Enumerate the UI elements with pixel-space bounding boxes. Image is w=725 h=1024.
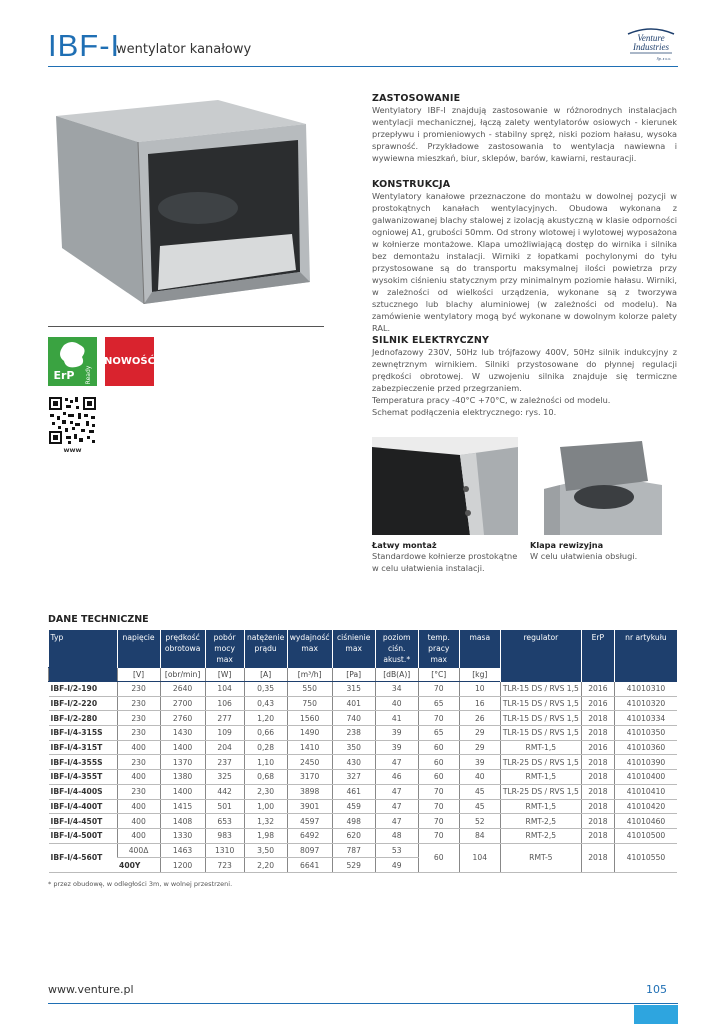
- table-cell: 70: [418, 784, 459, 799]
- table-cell: 1463: [160, 843, 205, 858]
- table-cell: 325: [205, 770, 244, 785]
- column-header: ciśnienie max: [332, 630, 375, 668]
- table-cell: 10: [459, 682, 500, 697]
- table-cell: 2018: [581, 814, 614, 829]
- table-cell: 49: [375, 858, 418, 873]
- table-cell: 8097: [287, 843, 332, 858]
- table-cell: 70: [418, 799, 459, 814]
- table-cell: 41010460: [614, 814, 677, 829]
- table-cell: RMT-1,5: [500, 799, 581, 814]
- column-unit: [Pa]: [332, 668, 375, 682]
- table-cell: TLR-15 DS / RVS 1,5: [500, 726, 581, 741]
- table-cell: 1310: [205, 843, 244, 858]
- table-cell: 3170: [287, 770, 332, 785]
- table-row: [49, 740, 678, 755]
- table-cell: IBF-I/4-560T: [49, 843, 118, 872]
- table-cell: 46: [375, 770, 418, 785]
- flange-caption-title: Łatwy montaż: [372, 540, 437, 550]
- erp-label: ErP: [53, 369, 75, 382]
- table-cell: 1408: [160, 814, 205, 829]
- table-cell: 48: [375, 828, 418, 843]
- table-cell: 620: [332, 828, 375, 843]
- table-cell: RMT-2,5: [500, 814, 581, 829]
- silnik-temperature: Temperatura pracy -40°C +70°C, w zależności od modelu.: [372, 395, 611, 405]
- column-unit: [kg]: [459, 668, 500, 682]
- table-cell: 34: [375, 682, 418, 697]
- table-row: [49, 755, 678, 770]
- hatch-caption-title: Klapa rewizyjna: [530, 540, 604, 550]
- table-cell: 70: [418, 828, 459, 843]
- table-cell: 459: [332, 799, 375, 814]
- table-cell: 6641: [287, 858, 332, 873]
- table-cell: IBF-I/4-400S: [49, 784, 118, 799]
- table-cell: 65: [418, 696, 459, 711]
- column-header: ErP: [581, 630, 614, 682]
- table-cell: 400: [117, 740, 160, 755]
- new-badge: NOWOŚĆ: [105, 337, 154, 386]
- table-cell: 204: [205, 740, 244, 755]
- table-cell: 2450: [287, 755, 332, 770]
- table-cell: 2016: [581, 682, 614, 697]
- column-unit: [°C]: [418, 668, 459, 682]
- table-cell: 315: [332, 682, 375, 697]
- table-cell: 41010500: [614, 828, 677, 843]
- table-cell: RMT-2,5: [500, 828, 581, 843]
- table-cell: 104: [205, 682, 244, 697]
- table-cell: 238: [332, 726, 375, 741]
- table-cell: 230: [117, 711, 160, 726]
- table-cell: 3901: [287, 799, 332, 814]
- table-cell: 40: [459, 770, 500, 785]
- table-cell: 350: [332, 740, 375, 755]
- table-cell: 2018: [581, 828, 614, 843]
- table-row: [49, 784, 678, 799]
- table-cell: 230: [117, 696, 160, 711]
- table-cell: 1,20: [244, 711, 287, 726]
- table-cell: 6492: [287, 828, 332, 843]
- konstrukcja-text: Wentylatory kanałowe przeznaczone do montażu w dowolnej pozycji w prostokątnych kanałach wentylacyjnych. Obudowa wykonana z galwanizowanej blachy stalowej z izolacją akustyczną w klasie odporności ogniowej A1, grubości 50mm. Od strony wlotowej i wylotowej wyposażona w kołnierze montażowe. Klapa umożliwiającą dostęp do wirnika i silnika bez demontażu instalacji. Wirniki z łopatkami pochylonymi do tyłu przystosowane są do transportu maksymalnej ilości powietrza przy wysokim ciśnieniu statycznym przy minimalnym poziomie hałasu. Wirniki, w zależności od wielkości urządzenia, wykonane są z tworzywa sztucznego lub blachy aluminiowej (w zależności od modelu). Na zamówienie wentylatory mogą być wykonane w dowolnym kolorze palety RAL.: [372, 191, 677, 333]
- konstrukcja-heading: KONSTRUKCJA: [372, 179, 451, 190]
- table-row: [49, 799, 678, 814]
- table-row: [49, 828, 678, 843]
- silnik-heading: SILNIK ELEKTRYCZNY: [372, 335, 490, 346]
- column-header: prędkość obrotowa: [160, 630, 205, 668]
- table-body: [49, 682, 678, 873]
- table-cell: 0,35: [244, 682, 287, 697]
- column-header: poziom ciśn. akust.*: [375, 630, 418, 668]
- table-cell: 47: [375, 814, 418, 829]
- table-cell: 1560: [287, 711, 332, 726]
- table-cell: 529: [332, 858, 375, 873]
- table-cell: 2018: [581, 726, 614, 741]
- tech-data-heading: DANE TECHNICZNE: [48, 614, 149, 625]
- table-cell: 2700: [160, 696, 205, 711]
- table-cell: 2760: [160, 711, 205, 726]
- table-cell: 230: [117, 755, 160, 770]
- table-cell: 16: [459, 696, 500, 711]
- table-cell: 1,00: [244, 799, 287, 814]
- column-unit: [A]: [244, 668, 287, 682]
- table-row: [49, 814, 678, 829]
- table-cell: IBF-I/4-355T: [49, 770, 118, 785]
- table-cell: 430: [332, 755, 375, 770]
- table-cell: 1490: [287, 726, 332, 741]
- table-cell: 41010320: [614, 696, 677, 711]
- table-cell: 2,30: [244, 784, 287, 799]
- table-cell: 400: [117, 770, 160, 785]
- table-cell: 498: [332, 814, 375, 829]
- zastosowanie-text: Wentylatory IBF-I znajdują zastosowanie w różnorodnych instalacjach wentylacji mechanicznej, łączą zalety wentylatorów osiowych - kierunek przepływu i promieniowych - stabilny spręż, niski poziom hałasu, wysoka sprawność. Przykładowe zastosowania to wentylacja nawiewna i wywiewna mieszkań, biur, sklepów, barów, kawiarni, restauracji.: [372, 105, 677, 163]
- table-cell: 0,66: [244, 726, 287, 741]
- table-cell: 1400: [160, 784, 205, 799]
- table-cell: 400Y: [117, 858, 160, 873]
- table-cell: 47: [375, 755, 418, 770]
- flange-caption-text: Standardowe kołnierze prostokątne w celu ułatwienia instalacji.: [372, 551, 518, 573]
- table-cell: 1410: [287, 740, 332, 755]
- table-cell: IBF-I/2-190: [49, 682, 118, 697]
- table-cell: 41010360: [614, 740, 677, 755]
- table-cell: 1400: [160, 740, 205, 755]
- table-cell: 2,20: [244, 858, 287, 873]
- tech-data-table: [48, 630, 677, 873]
- flange-caption: [372, 540, 524, 574]
- table-cell: 60: [418, 770, 459, 785]
- table-cell: 1,32: [244, 814, 287, 829]
- table-cell: 53: [375, 843, 418, 858]
- erp-ready-label: Ready: [85, 365, 92, 385]
- table-cell: TLR-15 DS / RVS 1,5: [500, 711, 581, 726]
- hatch-caption: [530, 540, 676, 562]
- qr-code[interactable]: [48, 396, 97, 445]
- table-cell: 47: [375, 799, 418, 814]
- table-cell: 26: [459, 711, 500, 726]
- table-cell: 106: [205, 696, 244, 711]
- table-cell: 29: [459, 726, 500, 741]
- silnik-schema: Schemat podłączenia elektrycznego: rys. 10.: [372, 407, 557, 417]
- table-cell: 70: [418, 682, 459, 697]
- table-row: [49, 696, 678, 711]
- table-cell: RMT-1,5: [500, 770, 581, 785]
- table-cell: IBF-I/2-280: [49, 711, 118, 726]
- table-cell: IBF-I/4-500T: [49, 828, 118, 843]
- inspection-hatch-photo: [530, 437, 676, 535]
- column-header: pobór mocy max: [205, 630, 244, 668]
- table-cell: 1,98: [244, 828, 287, 843]
- column-unit: [W]: [205, 668, 244, 682]
- table-cell: 0,43: [244, 696, 287, 711]
- table-cell: 39: [375, 726, 418, 741]
- table-cell: 653: [205, 814, 244, 829]
- page-title: IBF-I: [48, 28, 121, 63]
- header-divider: [48, 66, 678, 67]
- table-row: [49, 682, 678, 697]
- table-cell: 740: [332, 711, 375, 726]
- table-cell: 41010334: [614, 711, 677, 726]
- table-cell: 442: [205, 784, 244, 799]
- table-cell: 237: [205, 755, 244, 770]
- column-unit: [m³/h]: [287, 668, 332, 682]
- table-cell: 4597: [287, 814, 332, 829]
- table-cell: 41010400: [614, 770, 677, 785]
- table-cell: 84: [459, 828, 500, 843]
- table-cell: 2018: [581, 711, 614, 726]
- table-cell: 41010410: [614, 784, 677, 799]
- table-cell: 2018: [581, 799, 614, 814]
- column-header: natężenie prądu: [244, 630, 287, 668]
- table-cell: 983: [205, 828, 244, 843]
- table-cell: 501: [205, 799, 244, 814]
- table-cell: 787: [332, 843, 375, 858]
- flange-photo: [372, 437, 518, 535]
- logo-line2: Industries: [633, 42, 669, 52]
- table-cell: RMT-5: [500, 843, 581, 872]
- table-row: [49, 843, 678, 858]
- table-cell: 1430: [160, 726, 205, 741]
- table-cell: 550: [287, 682, 332, 697]
- table-cell: 109: [205, 726, 244, 741]
- page-tab: [634, 1005, 678, 1024]
- table-cell: 104: [459, 843, 500, 872]
- table-footnote: * przez obudowę, w odległości 3m, w wolnej przestrzeni.: [48, 880, 233, 888]
- table-cell: 2016: [581, 740, 614, 755]
- table-cell: 2018: [581, 784, 614, 799]
- table-cell: 2018: [581, 755, 614, 770]
- table-cell: 400Δ: [117, 843, 160, 858]
- table-cell: 41010420: [614, 799, 677, 814]
- table-cell: 400: [117, 799, 160, 814]
- table-cell: 41010390: [614, 755, 677, 770]
- table-row: [49, 726, 678, 741]
- table-cell: 29: [459, 740, 500, 755]
- column-unit: [V]: [117, 668, 160, 682]
- table-cell: IBF-I/4-450T: [49, 814, 118, 829]
- table-cell: 400: [117, 828, 160, 843]
- table-cell: 1415: [160, 799, 205, 814]
- left-divider: [48, 326, 324, 327]
- table-cell: 3898: [287, 784, 332, 799]
- column-unit: [49, 668, 118, 682]
- table-cell: TLR-15 DS / RVS 1,5: [500, 696, 581, 711]
- table-cell: IBF-I/4-315T: [49, 740, 118, 755]
- column-header: temp. pracy max: [418, 630, 459, 668]
- hatch-caption-text: W celu ułatwienia obsługi.: [530, 551, 638, 561]
- table-cell: RMT-1,5: [500, 740, 581, 755]
- column-unit: [obr/min]: [160, 668, 205, 682]
- column-unit: [dB(A)]: [375, 668, 418, 682]
- erp-ready-badge: [48, 337, 97, 386]
- table-cell: 70: [418, 814, 459, 829]
- table-cell: 400: [117, 814, 160, 829]
- table-cell: 2018: [581, 770, 614, 785]
- page-number: 105: [646, 983, 667, 996]
- table-cell: 1330: [160, 828, 205, 843]
- table-cell: 750: [287, 696, 332, 711]
- table-cell: 1,10: [244, 755, 287, 770]
- table-cell: 2018: [581, 843, 614, 872]
- qr-caption: www: [63, 446, 82, 454]
- table-cell: TLR-25 DS / RVS 1,5: [500, 784, 581, 799]
- table-cell: IBF-I/4-315S: [49, 726, 118, 741]
- table-row: [49, 770, 678, 785]
- table-cell: 277: [205, 711, 244, 726]
- table-cell: IBF-I/2-220: [49, 696, 118, 711]
- column-header: Typ: [49, 630, 118, 668]
- table-cell: 41: [375, 711, 418, 726]
- table-cell: 45: [459, 799, 500, 814]
- table-cell: 39: [375, 740, 418, 755]
- zastosowanie-heading: ZASTOSOWANIE: [372, 93, 461, 104]
- logo-line1: Venture: [637, 33, 665, 43]
- table-cell: 52: [459, 814, 500, 829]
- table-cell: 60: [418, 740, 459, 755]
- venture-logo: [624, 26, 678, 64]
- table-cell: 41010550: [614, 843, 677, 872]
- table-cell: 230: [117, 726, 160, 741]
- table-cell: 1380: [160, 770, 205, 785]
- table-cell: TLR-25 DS / RVS 1,5: [500, 755, 581, 770]
- column-header: wydajność max: [287, 630, 332, 668]
- table-cell: 65: [418, 726, 459, 741]
- logo-line3: Sp. z o.o.: [656, 56, 672, 61]
- table-cell: 60: [418, 755, 459, 770]
- table-cell: 1370: [160, 755, 205, 770]
- table-cell: 1200: [160, 858, 205, 873]
- table-cell: 230: [117, 682, 160, 697]
- page-subtitle: wentylator kanałowy: [116, 42, 252, 57]
- table-cell: 0,28: [244, 740, 287, 755]
- table-cell: 3,50: [244, 843, 287, 858]
- table-cell: 47: [375, 784, 418, 799]
- table-cell: 41010310: [614, 682, 677, 697]
- table-cell: 2640: [160, 682, 205, 697]
- table-cell: 327: [332, 770, 375, 785]
- table-row: [49, 711, 678, 726]
- column-header: napięcie: [117, 630, 160, 668]
- table-cell: 60: [418, 843, 459, 872]
- column-header: masa: [459, 630, 500, 668]
- table-cell: 39: [459, 755, 500, 770]
- table-cell: 45: [459, 784, 500, 799]
- table-cell: 723: [205, 858, 244, 873]
- table-cell: 41010350: [614, 726, 677, 741]
- table-cell: IBF-I/4-355S: [49, 755, 118, 770]
- column-header: nr artykułu: [614, 630, 677, 682]
- silnik-text: Jednofazowy 230V, 50Hz lub trójfazowy 400V, 50Hz silnik indukcyjny z zewnętrznym wirnikiem. Silniki przystosowane do płynnej regulacji prędkości obrotowej. W uzwojeniu silnika znajduje się termiczne zabezpieczenie przed przegrzaniem.: [372, 347, 677, 393]
- table-cell: 40: [375, 696, 418, 711]
- table-header-row: [49, 630, 678, 668]
- table-cell: 230: [117, 784, 160, 799]
- table-cell: TLR-15 DS / RVS 1,5: [500, 682, 581, 697]
- silnik-block: [372, 346, 677, 418]
- table-cell: 70: [418, 711, 459, 726]
- table-cell: 461: [332, 784, 375, 799]
- column-header: regulator: [500, 630, 581, 682]
- footer-divider: [48, 1003, 678, 1004]
- table-cell: 0,68: [244, 770, 287, 785]
- footer-url[interactable]: www.venture.pl: [48, 983, 134, 996]
- table-cell: 2016: [581, 696, 614, 711]
- table-cell: 401: [332, 696, 375, 711]
- table-cell: IBF-I/4-400T: [49, 799, 118, 814]
- product-photo: [48, 96, 324, 321]
